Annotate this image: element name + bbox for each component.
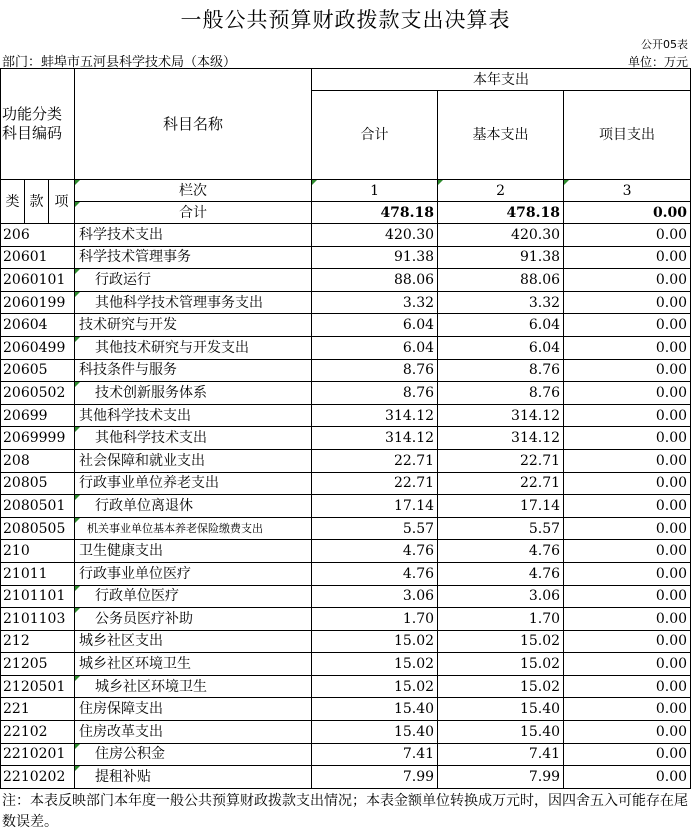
row-project: 0.00 bbox=[564, 382, 691, 405]
func-code-header: 功能分类科目编码 bbox=[1, 69, 75, 180]
total-row-basic: 478.18 bbox=[438, 202, 564, 224]
row-name: 科技条件与服务 bbox=[75, 359, 312, 382]
row-name: 技术研究与开发 bbox=[75, 314, 312, 337]
row-total: 4.76 bbox=[312, 540, 438, 563]
row-project: 0.00 bbox=[564, 427, 691, 450]
subject-name-header: 科目名称 bbox=[75, 69, 312, 180]
table-row bbox=[1, 585, 691, 608]
department-label: 部门：蚌埠市五河县科学技术局（本级） bbox=[2, 55, 237, 70]
row-code: 20699 bbox=[1, 404, 75, 427]
table-row bbox=[1, 608, 691, 631]
row-code: 2080505 bbox=[1, 517, 75, 540]
row-total: 8.76 bbox=[312, 359, 438, 382]
row-project: 0.00 bbox=[564, 314, 691, 337]
row-code: 2060101 bbox=[1, 269, 75, 292]
column-index-3: 3 bbox=[564, 180, 691, 202]
column-index-2: 2 bbox=[438, 180, 564, 202]
row-project: 0.00 bbox=[564, 336, 691, 359]
row-code: 2210202 bbox=[1, 766, 75, 789]
row-name: 住房改革支出 bbox=[75, 721, 312, 744]
expenditure-table bbox=[0, 68, 691, 789]
row-project: 0.00 bbox=[564, 675, 691, 698]
table-row bbox=[1, 517, 691, 540]
row-project: 0.00 bbox=[564, 517, 691, 540]
row-basic: 15.40 bbox=[438, 721, 564, 744]
row-name: 其他科学技术支出 bbox=[75, 404, 312, 427]
row-total: 3.06 bbox=[312, 585, 438, 608]
table-row bbox=[1, 359, 691, 382]
table-row bbox=[1, 269, 691, 292]
row-basic: 7.99 bbox=[438, 766, 564, 789]
row-project: 0.00 bbox=[564, 630, 691, 653]
row-basic: 6.04 bbox=[438, 336, 564, 359]
table-row bbox=[1, 404, 691, 427]
row-basic: 5.57 bbox=[438, 517, 564, 540]
row-code: 2080501 bbox=[1, 495, 75, 518]
project-header: 项目支出 bbox=[564, 91, 691, 180]
table-row bbox=[1, 630, 691, 653]
row-total: 15.40 bbox=[312, 698, 438, 721]
row-code: 2120501 bbox=[1, 675, 75, 698]
row-code: 21205 bbox=[1, 653, 75, 676]
row-project: 0.00 bbox=[564, 495, 691, 518]
row-basic: 15.02 bbox=[438, 653, 564, 676]
row-code: 2101101 bbox=[1, 585, 75, 608]
row-basic: 17.14 bbox=[438, 495, 564, 518]
row-basic: 15.40 bbox=[438, 698, 564, 721]
table-row bbox=[1, 675, 691, 698]
row-total: 88.06 bbox=[312, 269, 438, 292]
row-project: 0.00 bbox=[564, 404, 691, 427]
row-basic: 91.38 bbox=[438, 246, 564, 269]
row-total: 91.38 bbox=[312, 246, 438, 269]
row-name: 住房保障支出 bbox=[75, 698, 312, 721]
form-code: 公开05表 bbox=[641, 38, 688, 51]
row-code: 212 bbox=[1, 630, 75, 653]
row-total: 314.12 bbox=[312, 404, 438, 427]
row-basic: 314.12 bbox=[438, 427, 564, 450]
table-row bbox=[1, 562, 691, 585]
row-project: 0.00 bbox=[564, 246, 691, 269]
row-project: 0.00 bbox=[564, 269, 691, 292]
row-name: 公务员医疗补助 bbox=[75, 608, 312, 631]
row-name: 行政事业单位养老支出 bbox=[75, 472, 312, 495]
row-project: 0.00 bbox=[564, 562, 691, 585]
table-row bbox=[1, 449, 691, 472]
row-code: 20604 bbox=[1, 314, 75, 337]
row-name: 其他科学技术管理事务支出 bbox=[75, 291, 312, 314]
row-code: 20605 bbox=[1, 359, 75, 382]
row-code: 206 bbox=[1, 224, 75, 247]
xiang-header: 项 bbox=[49, 180, 75, 224]
row-basic: 15.02 bbox=[438, 675, 564, 698]
row-project: 0.00 bbox=[564, 766, 691, 789]
table-row bbox=[1, 766, 691, 789]
row-basic: 3.32 bbox=[438, 291, 564, 314]
total-row-label: 合计 bbox=[75, 202, 312, 224]
row-name: 城乡社区环境卫生 bbox=[75, 653, 312, 676]
row-name: 行政事业单位医疗 bbox=[75, 562, 312, 585]
row-code: 20601 bbox=[1, 246, 75, 269]
row-code: 221 bbox=[1, 698, 75, 721]
row-code: 20805 bbox=[1, 472, 75, 495]
row-name: 科学技术支出 bbox=[75, 224, 312, 247]
row-name: 其他技术研究与开发支出 bbox=[75, 336, 312, 359]
row-code: 22102 bbox=[1, 721, 75, 744]
row-total: 6.04 bbox=[312, 336, 438, 359]
row-project: 0.00 bbox=[564, 449, 691, 472]
table-row bbox=[1, 224, 691, 247]
row-name: 科学技术管理事务 bbox=[75, 246, 312, 269]
table-row bbox=[1, 314, 691, 337]
column-index-1: 1 bbox=[312, 180, 438, 202]
total-row-total: 478.18 bbox=[312, 202, 438, 224]
table-row bbox=[1, 653, 691, 676]
row-code: 2210201 bbox=[1, 743, 75, 766]
row-project: 0.00 bbox=[564, 698, 691, 721]
lei-header: 类 bbox=[1, 180, 25, 224]
row-code: 210 bbox=[1, 540, 75, 563]
row-name: 社会保障和就业支出 bbox=[75, 449, 312, 472]
table-row bbox=[1, 427, 691, 450]
total-header: 合计 bbox=[312, 91, 438, 180]
row-total: 15.02 bbox=[312, 675, 438, 698]
row-basic: 1.70 bbox=[438, 608, 564, 631]
row-basic: 8.76 bbox=[438, 382, 564, 405]
table-row bbox=[1, 495, 691, 518]
table-row bbox=[1, 472, 691, 495]
row-project: 0.00 bbox=[564, 224, 691, 247]
row-project: 0.00 bbox=[564, 472, 691, 495]
row-basic: 8.76 bbox=[438, 359, 564, 382]
kuan-header: 款 bbox=[25, 180, 49, 224]
row-basic: 15.02 bbox=[438, 630, 564, 653]
row-basic: 4.76 bbox=[438, 562, 564, 585]
table-row bbox=[1, 336, 691, 359]
row-basic: 22.71 bbox=[438, 472, 564, 495]
row-total: 420.30 bbox=[312, 224, 438, 247]
row-code: 2101103 bbox=[1, 608, 75, 631]
column-index-header: 栏次 bbox=[75, 180, 312, 202]
table-row bbox=[1, 291, 691, 314]
row-total: 22.71 bbox=[312, 472, 438, 495]
row-total: 7.99 bbox=[312, 766, 438, 789]
row-project: 0.00 bbox=[564, 653, 691, 676]
row-basic: 4.76 bbox=[438, 540, 564, 563]
row-name: 行政单位医疗 bbox=[75, 585, 312, 608]
row-total: 5.57 bbox=[312, 517, 438, 540]
table-row bbox=[1, 721, 691, 744]
row-total: 15.02 bbox=[312, 630, 438, 653]
row-total: 3.32 bbox=[312, 291, 438, 314]
row-basic: 7.41 bbox=[438, 743, 564, 766]
row-basic: 3.06 bbox=[438, 585, 564, 608]
row-project: 0.00 bbox=[564, 585, 691, 608]
basic-header: 基本支出 bbox=[438, 91, 564, 180]
row-project: 0.00 bbox=[564, 540, 691, 563]
row-code: 21011 bbox=[1, 562, 75, 585]
row-project: 0.00 bbox=[564, 721, 691, 744]
row-total: 22.71 bbox=[312, 449, 438, 472]
row-name: 提租补贴 bbox=[75, 766, 312, 789]
row-project: 0.00 bbox=[564, 608, 691, 631]
row-total: 8.76 bbox=[312, 382, 438, 405]
row-basic: 420.30 bbox=[438, 224, 564, 247]
row-name: 卫生健康支出 bbox=[75, 540, 312, 563]
table-row bbox=[1, 698, 691, 721]
row-basic: 88.06 bbox=[438, 269, 564, 292]
row-total: 7.41 bbox=[312, 743, 438, 766]
row-total: 15.40 bbox=[312, 721, 438, 744]
row-total: 6.04 bbox=[312, 314, 438, 337]
table-row bbox=[1, 382, 691, 405]
row-basic: 314.12 bbox=[438, 404, 564, 427]
row-project: 0.00 bbox=[564, 743, 691, 766]
row-total: 4.76 bbox=[312, 562, 438, 585]
row-project: 0.00 bbox=[564, 291, 691, 314]
row-code: 2060502 bbox=[1, 382, 75, 405]
table-row bbox=[1, 540, 691, 563]
row-name: 技术创新服务体系 bbox=[75, 382, 312, 405]
row-total: 314.12 bbox=[312, 427, 438, 450]
row-basic: 22.71 bbox=[438, 449, 564, 472]
page-title: 一般公共预算财政拨款支出决算表 bbox=[180, 8, 511, 32]
row-name: 城乡社区支出 bbox=[75, 630, 312, 653]
row-code: 2069999 bbox=[1, 427, 75, 450]
table-row bbox=[1, 246, 691, 269]
row-project: 0.00 bbox=[564, 359, 691, 382]
row-total: 15.02 bbox=[312, 653, 438, 676]
row-code: 2060199 bbox=[1, 291, 75, 314]
unit-label: 单位：万元 bbox=[627, 55, 688, 69]
row-code: 2060499 bbox=[1, 336, 75, 359]
footnote: 注：本表反映部门本年度一般公共预算财政拨款支出情况；本表金额单位转换成万元时，因四舍五入可能存在尾数误差。 bbox=[2, 793, 688, 830]
row-name: 其他科学技术支出 bbox=[75, 427, 312, 450]
row-total: 17.14 bbox=[312, 495, 438, 518]
row-name: 行政运行 bbox=[75, 269, 312, 292]
total-row-project: 0.00 bbox=[564, 202, 691, 224]
row-name: 机关事业单位基本养老保险缴费支出 bbox=[75, 517, 312, 540]
row-name: 住房公积金 bbox=[75, 743, 312, 766]
row-basic: 6.04 bbox=[438, 314, 564, 337]
row-code: 208 bbox=[1, 449, 75, 472]
row-total: 1.70 bbox=[312, 608, 438, 631]
row-name: 城乡社区环境卫生 bbox=[75, 675, 312, 698]
table-row bbox=[1, 743, 691, 766]
current-year-header: 本年支出 bbox=[312, 69, 691, 91]
row-name: 行政单位离退休 bbox=[75, 495, 312, 518]
